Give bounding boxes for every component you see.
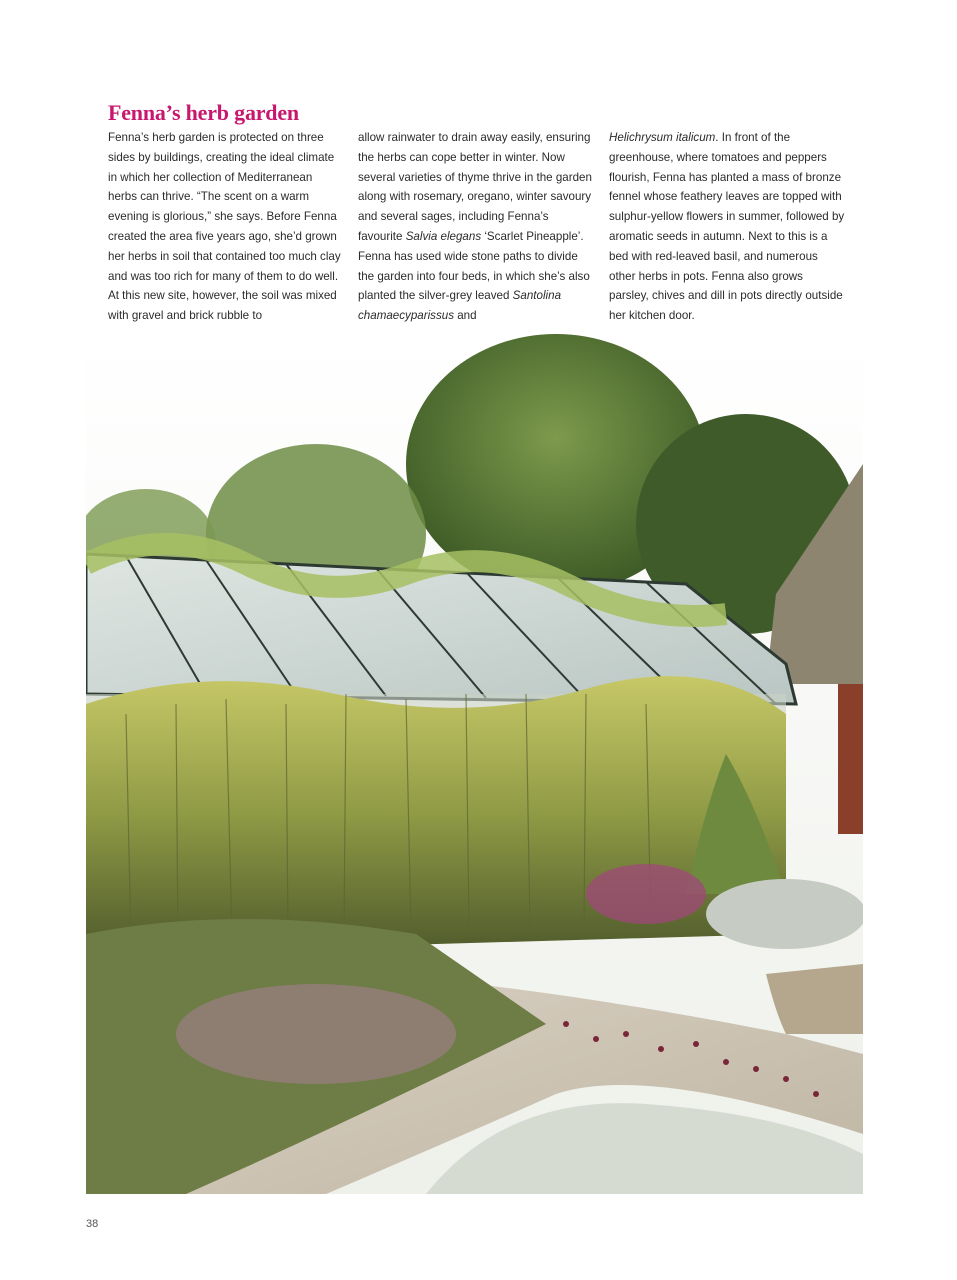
species-name: Helichrysum italicum xyxy=(609,131,716,144)
text-run: Fenna’s herb garden is protected on three sides by buildings, creating the ideal climate in which her collection of Mediterranean herbs can thrive. “The scent on a warm evening is glorious,” she says. Before Fenna created the area five years ago, she’d grown her herbs in soil that contained too much clay and was too rich for many of them to do well. At this new site, however, the soil was mixed with gravel and brick rubble to xyxy=(108,131,341,323)
text-column-2 xyxy=(358,128,594,326)
pink-thyme xyxy=(176,984,456,1084)
page-number: 38 xyxy=(86,1218,99,1230)
text-run: allow rainwater to drain away easily, ensuring the herbs can cope better in winter. Now several varieties of thyme thrive in the garden along with rosemary, oregano, winter savoury and several sages, including Fenna’s favourite xyxy=(358,131,592,243)
silver-herbs xyxy=(706,879,863,949)
text-column-3 xyxy=(609,128,845,326)
text-column-1 xyxy=(108,128,344,326)
species-name: Salvia elegans xyxy=(405,229,482,243)
purple-salvia xyxy=(586,864,706,924)
species-name: Santolina chamaecyparissus xyxy=(358,289,562,323)
brick-wall xyxy=(838,684,863,834)
article-heading: Fenna’s herb garden xyxy=(108,100,299,125)
garden-photo xyxy=(86,334,863,1194)
text-run: ‘Scarlet Pineapple’. Fenna has used wide stone paths to divide the garden into four beds, in which she’s also planted the silver-grey leaved xyxy=(358,229,590,303)
text-run: . In front of the greenhouse, where tomatoes and peppers flourish, Fenna has planted a mass of bronze fennel whose feathery leaves are topped with sulphur-yellow flowers in summer, followed by aromatic seeds in autumn. Next to this is a bed with red-leaved basil, and numerous other herbs in pots. Fenna also grows parsley, chives and dill in pots directly outside her kitchen door. xyxy=(609,131,845,323)
text-run: and xyxy=(454,309,477,323)
